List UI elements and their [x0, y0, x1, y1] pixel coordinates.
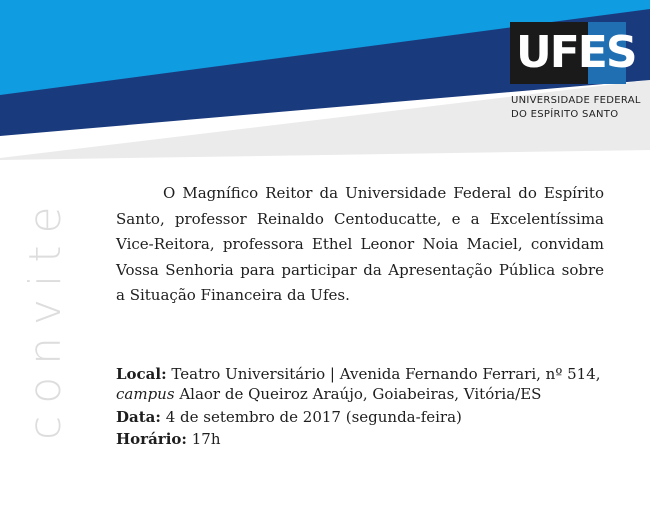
detail-data — [116, 407, 604, 427]
logo-wordmark: UFES — [516, 27, 636, 78]
detail-horario — [116, 429, 604, 449]
ufes-logo — [510, 22, 636, 84]
invitation-text: O Magnífico Reitor da Universidade Federal do Espírito Santo, professor Reinaldo Centoducatte, e a Excelentíssima Vice-Reitora, professora Ethel Leonor Noia Maciel, convidam Vossa Senhoria para participar da Apresentação Pública sobre a Situação Financeira da Ufes. — [116, 184, 604, 305]
local-label: Local: — [116, 365, 167, 383]
institution-line-1: UNIVERSIDADE FEDERAL — [511, 95, 641, 106]
campus-word: campus — [116, 385, 175, 403]
institution-line-2: DO ESPÍRITO SANTO — [511, 109, 619, 120]
side-label: convite — [20, 194, 71, 440]
campus-value: Alaor de Queiroz Araújo, Goiabeiras, Vitória/ES — [179, 385, 542, 403]
data-value: 4 de setembro de 2017 (segunda-feira) — [165, 408, 462, 426]
event-details — [116, 364, 604, 451]
horario-value: 17h — [191, 430, 221, 448]
horario-label: Horário: — [116, 430, 187, 448]
institution-name — [511, 94, 641, 122]
local-value: Teatro Universitário | Avenida Fernando Ferrari, nº 514, — [171, 365, 601, 383]
data-label: Data: — [116, 408, 161, 426]
detail-local — [116, 364, 604, 404]
